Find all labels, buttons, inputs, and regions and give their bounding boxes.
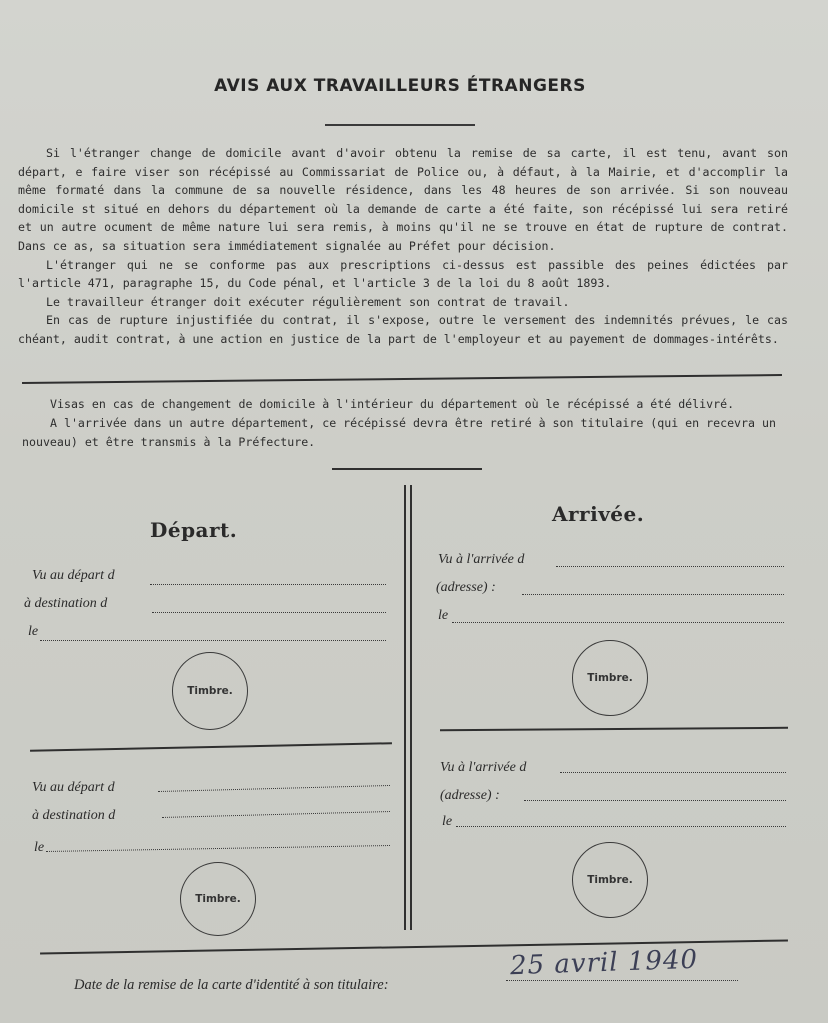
- date-field-label: le: [28, 624, 39, 639]
- notice-text: [18, 144, 788, 349]
- date-field-line[interactable]: [40, 640, 386, 641]
- depart-field-line[interactable]: [150, 584, 386, 585]
- stamp-circle-4: Timbre.: [572, 842, 648, 918]
- arrivee-date-line[interactable]: [452, 622, 784, 623]
- stamp-circle: Timbre.: [172, 652, 248, 730]
- visa-paragraph-2: A l'arrivée dans un autre département, ce récépissé devra être retiré à son titulaire (qui en recevra un nouveau) et être transmis à la Préfecture.: [22, 416, 776, 449]
- depart-field-label: Vu au départ d: [32, 568, 115, 583]
- visa-text: [22, 395, 792, 452]
- notice-paragraph-4: En cas de rupture injustifiée du contrat, il s'expose, outre le versement des indemnités prévues, le cas chéant, audit contrat, à une action en justice de la part de l'employeur et au payement de dommages-intérêts.: [18, 313, 788, 346]
- destination-field-label: à destination d: [24, 596, 108, 611]
- title-underline: [325, 124, 475, 126]
- date-field-label-2: le: [34, 840, 45, 855]
- arrivee-date-label: le: [438, 608, 449, 623]
- arrivee-date-line-2[interactable]: [456, 826, 786, 827]
- section-divider: [22, 374, 782, 384]
- depart-divider: [30, 742, 392, 752]
- notice-paragraph-3: Le travailleur étranger doit exécuter régulièrement son contrat de travail.: [46, 294, 570, 309]
- arrivee-field-label: Vu à l'arrivée d: [438, 552, 525, 567]
- address-field-line[interactable]: [522, 594, 784, 595]
- delivery-date-label: Date de la remise de la carte d'identité à son titulaire:: [74, 977, 389, 993]
- address-field-line-2[interactable]: [524, 800, 786, 801]
- arrivee-heading: Arrivée.: [552, 502, 645, 526]
- address-field-label-2: (adresse) :: [440, 788, 500, 803]
- stamp-circle-2: Timbre.: [180, 862, 256, 936]
- visa-underline: [332, 468, 482, 470]
- arrivee-field-line-2[interactable]: [560, 772, 786, 773]
- depart-heading: Départ.: [150, 518, 238, 542]
- notice-paragraph-1: Si l'étranger change de domicile avant d'avoir obtenu la remise de sa carte, il est tenu, avant son départ, e faire viser son récépissé au Commissariat de Police ou, à défaut, à la Mairie, et d'accomplir la même formaté dans la commune de sa nouvelle résidence, dans les 48 heures de son arrivée. Si son nouveau domicile st situé en dehors du département où la demande de carte a été faite, son récépissé lui sera retiré et un autre ocument de même nature lui sera remis, à moins qu'il ne se trouve en état de rupture de contrat. Dans ce as, sa situation sera immédiatement signalée au Préfet pour décision.: [18, 146, 788, 253]
- stamp-circle-3: Timbre.: [572, 640, 648, 716]
- handwritten-date: 25 avril 1940: [509, 944, 699, 982]
- arrivee-date-label-2: le: [442, 814, 453, 829]
- arrivee-divider: [440, 727, 788, 731]
- destination-field-line[interactable]: [152, 612, 386, 613]
- arrivee-field-line[interactable]: [556, 566, 784, 567]
- visa-paragraph-1: Visas en cas de changement de domicile à l'intérieur du département où le récépissé a été délivré.: [50, 397, 735, 411]
- depart-field-label-2: Vu au départ d: [32, 780, 115, 795]
- page-title: AVIS AUX TRAVAILLEURS ÉTRANGERS: [214, 76, 586, 96]
- destination-field-label-2: à destination d: [32, 808, 116, 823]
- destination-field-line-2[interactable]: [162, 811, 390, 818]
- date-field-line-2[interactable]: [46, 845, 390, 852]
- column-divider-right: [410, 485, 412, 930]
- arrivee-field-label-2: Vu à l'arrivée d: [440, 760, 527, 775]
- column-divider-left: [404, 485, 406, 930]
- address-field-label: (adresse) :: [436, 580, 496, 595]
- depart-field-line-2[interactable]: [158, 785, 390, 792]
- notice-paragraph-2: L'étranger qui ne se conforme pas aux prescriptions ci-dessus est passible des peines édictées par l'article 471, paragraphe 15, du Code pénal, et l'article 3 de la loi du 8 août 1893.: [18, 257, 788, 291]
